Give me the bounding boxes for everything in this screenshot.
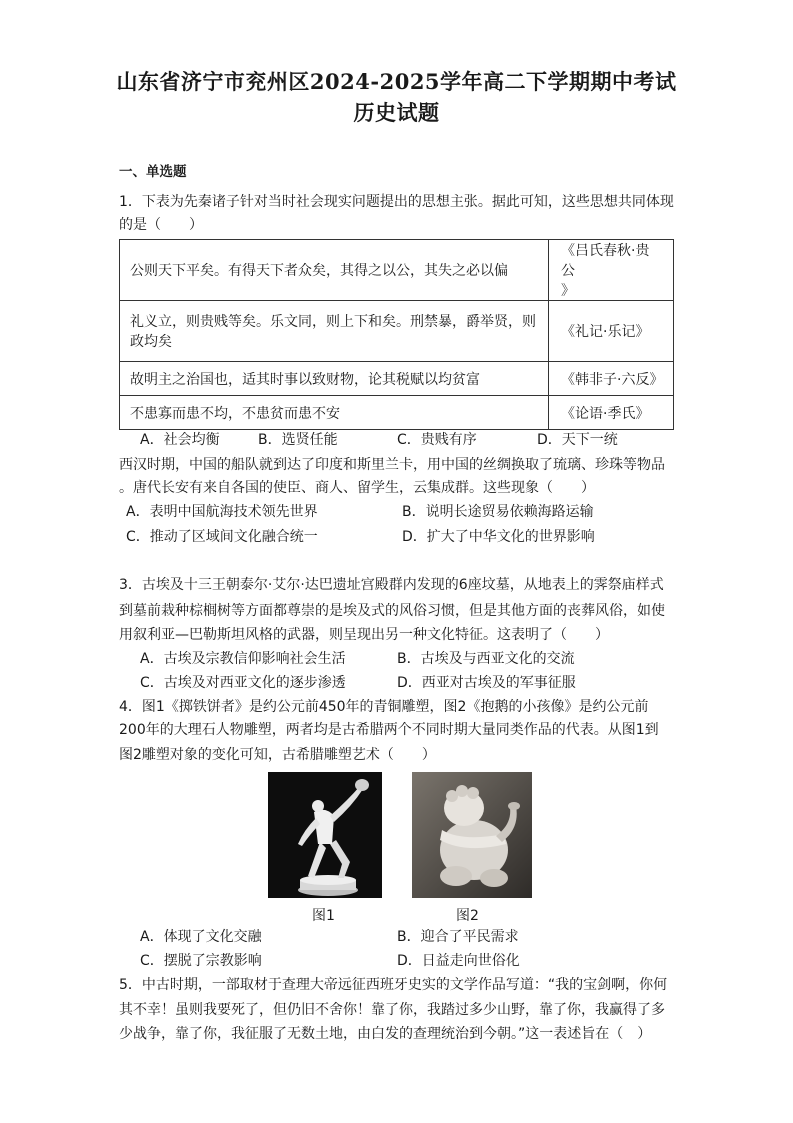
figure-1-discobolus-image <box>268 772 382 898</box>
page-title-line-2: 历史试题 <box>353 100 440 125</box>
q5-stem-line-2: 其不幸！虽则我要死了，但仍旧不舍你！靠了你，我踏过多少山野，靠了你，我赢得了多 <box>119 1002 665 1018</box>
q4-option-b[interactable]: B．迎合了平民需求 <box>397 929 519 945</box>
table-cell-text: 公则天下平矣。有得天下者众矣，其得之以公，其失之必以偏 <box>120 240 549 301</box>
q2-option-c[interactable]: C．推动了区域间文化融合统一 <box>126 529 318 545</box>
q2-stem-line-1: 西汉时期，中国的船队就到达了印度和斯里兰卡，用中国的丝绸换取了琉璃、珍珠等物品 <box>119 457 665 473</box>
q4-stem-line-2: 200年的大理石人物雕塑，两者均是古希腊两个不同时期大量同类作品的代表。从图1到 <box>119 722 659 738</box>
boy-with-goose-statue-illustration <box>412 772 532 898</box>
q1-option-c[interactable]: C．贵贱有序 <box>397 432 477 448</box>
q4-option-d[interactable]: D．日益走向世俗化 <box>397 953 520 969</box>
q4-option-a[interactable]: A．体现了文化交融 <box>140 929 262 945</box>
discobolus-statue-illustration <box>268 772 382 898</box>
table-row <box>120 362 674 396</box>
table-cell-source: 《吕氏春秋·贵公 》 <box>549 240 674 301</box>
table-row <box>120 301 674 362</box>
q3-option-b[interactable]: B．古埃及与西亚文化的交流 <box>397 651 575 667</box>
section-heading: 一、单选题 <box>119 164 187 180</box>
q4-stem-line-3: 图2雕塑对象的变化可知，古希腊雕塑艺术（ ） <box>119 747 436 763</box>
q1-stem-line-1: 1．下表为先秦诸子针对当时社会现实问题提出的思想主张。据此可知，这些思想共同体现 <box>119 194 674 210</box>
q1-option-a[interactable]: A．社会均衡 <box>140 432 220 448</box>
q3-option-c[interactable]: C．古埃及对西亚文化的逐步渗透 <box>140 675 346 691</box>
table-cell-text: 礼义立，则贵贱等矣。乐文同，则上下和矣。刑禁暴，爵举贤，则 政均矣 <box>120 301 549 362</box>
figure-1-caption: 图1 <box>312 908 335 924</box>
q1-option-d[interactable]: D．天下一统 <box>537 432 618 448</box>
figure-2-boy-with-goose-image <box>412 772 532 898</box>
page-title-line-1: 山东省济宁市兖州区2024-2025学年高二下学期期中考试 <box>116 69 677 94</box>
q1-option-b[interactable]: B．选贤任能 <box>258 432 338 448</box>
q4-option-c[interactable]: C．摆脱了宗教影响 <box>140 953 262 969</box>
q1-stem-line-2: 的是（ ） <box>119 217 203 233</box>
figure-2-caption: 图2 <box>456 908 479 924</box>
q2-option-b[interactable]: B．说明长途贸易依赖海路运输 <box>402 504 594 520</box>
table-cell-source: 《韩非子·六反》 <box>549 362 674 396</box>
q3-stem-line-1: 3．古埃及十三王朝泰尔·艾尔·达巴遗址宫殿群内发现的6座坟墓，从地表上的霁祭庙样式 <box>119 577 664 593</box>
q5-stem-line-1: 5．中古时期，一部取材于查理大帝远征西班牙史实的文学作品写道：“我的宝剑啊，你何 <box>119 977 668 993</box>
q1-table <box>119 239 674 430</box>
q3-option-a[interactable]: A．古埃及宗教信仰影响社会生活 <box>140 651 346 667</box>
table-row <box>120 396 674 430</box>
q3-option-d[interactable]: D．西亚对古埃及的军事征服 <box>397 675 576 691</box>
q2-option-a[interactable]: A．表明中国航海技术领先世界 <box>126 504 318 520</box>
table-cell-source: 《论语·季氏》 <box>549 396 674 430</box>
q3-stem-line-3: 用叙利亚—巴勒斯坦风格的武器，则呈现出另一种文化特征。这表明了（ ） <box>119 627 609 643</box>
table-cell-text: 不患寡而患不均，不患贫而患不安 <box>120 396 549 430</box>
q2-option-d[interactable]: D．扩大了中华文化的世界影响 <box>402 529 595 545</box>
q4-stem-line-1: 4．图1《掷铁饼者》是约公元前450年的青铜雕塑，图2《抱鹅的小孩像》是约公元前 <box>119 699 649 715</box>
q3-stem-line-2: 到墓前栽种棕榈树等方面都尊崇的是埃及式的风俗习惯，但是其他方面的丧葬风俗，如使 <box>119 603 665 619</box>
q2-stem-line-2: 。唐代长安有来自各国的使臣、商人、留学生，云集成群。这些现象（ ） <box>119 480 595 496</box>
table-row <box>120 240 674 301</box>
table-cell-source: 《礼记·乐记》 <box>549 301 674 362</box>
q5-stem-line-3: 少战争，靠了你，我征服了无数土地，由白发的查理统治到今朝。”这一表述旨在（ ） <box>119 1026 652 1042</box>
table-cell-text: 故明主之治国也，适其时事以致财物，论其税赋以均贫富 <box>120 362 549 396</box>
